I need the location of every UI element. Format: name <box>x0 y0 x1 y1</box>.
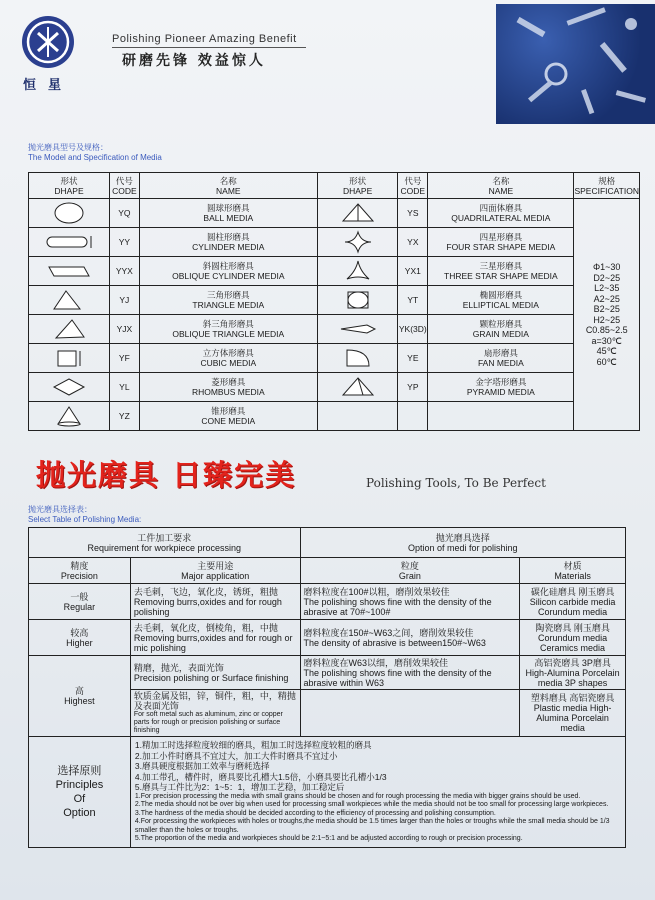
code-cell: YZ <box>109 402 139 431</box>
application-cell: 去毛刺，飞边，氧化皮，锈斑，粗抛 Removing burrs,oxides and for rough polishing <box>130 584 300 620</box>
grain-shape-icon <box>317 315 397 344</box>
table-subheader-row <box>29 558 626 584</box>
name-cell: 椭圆形磨具 ELLIPTICAL MEDIA <box>428 286 574 315</box>
header-name-2: 名称 NAME <box>428 173 574 199</box>
three-star-shape-icon <box>317 257 397 286</box>
materials-header: 材质 Materials <box>520 558 626 584</box>
oblique-cylinder-shape-icon <box>29 257 110 286</box>
code-cell: YJX <box>109 315 139 344</box>
application-header: 主要用途 Major application <box>130 558 300 584</box>
name-cell: 扇形磨具 FAN MEDIA <box>428 344 574 373</box>
table-header-row <box>29 528 626 558</box>
empty-cell <box>300 690 520 737</box>
name-cell: 立方体形磨具 CUBIC MEDIA <box>139 344 317 373</box>
cubic-shape-icon <box>29 344 110 373</box>
table-row <box>29 737 626 848</box>
code-cell: YT <box>398 286 428 315</box>
model-title-en: The Model and Specification of Media <box>28 153 162 162</box>
header-shape: 形状 DHAPE <box>29 173 110 199</box>
table-row <box>29 286 640 315</box>
banner-title-cn: 抛光磨具 日臻完美 <box>36 458 297 492</box>
grain-header: 粒度 Grain <box>300 558 520 584</box>
table-row <box>29 257 640 286</box>
application-cell: 去毛刺，氧化皮，倒棱角，粗，中抛 Removing burrs,oxides and for rough or mic polishing <box>130 620 300 656</box>
name-cell: 四面体磨具 QUADRILATERAL MEDIA <box>428 199 574 228</box>
empty-cell <box>317 402 397 431</box>
table-row <box>29 228 640 257</box>
rhombus-shape-icon <box>29 373 110 402</box>
precision-cell: 较高 Higher <box>29 620 131 656</box>
code-cell: YE <box>398 344 428 373</box>
spec-cell: Φ1~30 D2~25 L2~35 A2~25 B2~25 H2~25 C0.85~2.5 a=30℃ 45℃ 60℃ <box>574 199 640 431</box>
pyramid-shape-icon <box>317 373 397 402</box>
application-cell: 精磨，抛光，表面光饰 Precision polishing or Surface finishing <box>130 656 300 690</box>
table-header-row <box>29 173 640 199</box>
materials-cell: 高铝瓷磨具 3P磨具 High-Alumina Porcelain media 3P shapes <box>520 656 626 690</box>
code-cell: YX <box>398 228 428 257</box>
header-shape-2: 形状 DHAPE <box>317 173 397 199</box>
triangle-shape-icon <box>29 286 110 315</box>
name-cell: 斜圆柱形磨具 OBLIQUE CYLINDER MEDIA <box>139 257 317 286</box>
table-row <box>29 315 640 344</box>
empty-cell <box>398 402 428 431</box>
code-cell: YX1 <box>398 257 428 286</box>
oblique-triangle-shape-icon <box>29 315 110 344</box>
requirement-header: 工件加工要求 Requirement for workpiece processing <box>29 528 301 558</box>
logo-emblem-icon <box>22 16 74 68</box>
precision-header: 精度 Precision <box>29 558 131 584</box>
four-star-shape-icon <box>317 228 397 257</box>
table-row <box>29 344 640 373</box>
code-cell: YK(3D) <box>398 315 428 344</box>
table-row <box>29 584 626 620</box>
code-cell: YF <box>109 344 139 373</box>
name-cell: 菱形磨具 RHOMBUS MEDIA <box>139 373 317 402</box>
logo-text: 恒星 <box>22 78 73 93</box>
code-cell: YQ <box>109 199 139 228</box>
option-header: 抛光磨具选择 Option of medi for polishing <box>300 528 625 558</box>
name-cell: 圆柱形磨具 CYLINDER MEDIA <box>139 228 317 257</box>
table-row <box>29 373 640 402</box>
quadrilateral-shape-icon <box>317 199 397 228</box>
slogan-chinese: 研磨先锋 效益惊人 <box>122 53 266 69</box>
grain-cell: 磨料粒度在W63以细，磨削效果较佳 The polishing shows fine with the density of the abrasive within W63 <box>300 656 520 690</box>
name-cell: 锥形磨具 CONE MEDIA <box>139 402 317 431</box>
cone-shape-icon <box>29 402 110 431</box>
elliptical-shape-icon <box>317 286 397 315</box>
precision-cell: 一般 Regular <box>29 584 131 620</box>
code-cell: YYX <box>109 257 139 286</box>
select-section-title <box>28 505 141 525</box>
name-cell: 四星形磨具 FOUR STAR SHAPE MEDIA <box>428 228 574 257</box>
materials-cell: 碳化硅磨具 刚玉磨具 Silicon carbide media Corundum media <box>520 584 626 620</box>
fan-shape-icon <box>317 344 397 373</box>
table-row <box>29 402 640 431</box>
header-code: 代号 CODE <box>109 173 139 199</box>
model-title-cn: 抛光磨具型号及规格： <box>28 143 108 152</box>
code-cell: YY <box>109 228 139 257</box>
application-cell: 软质金属及铝，锌，铜件，粗，中，精抛及表面光饰 For soft metal such as aluminum, zinc or copper parts for rough or precision polishing or surface finishing <box>130 690 300 737</box>
name-cell: 圆球形磨具 BALL MEDIA <box>139 199 317 228</box>
name-cell: 颗粒形磨具 GRAIN MEDIA <box>428 315 574 344</box>
ball-shape-icon <box>29 199 110 228</box>
header-code-2: 代号 CODE <box>398 173 428 199</box>
slogan-divider <box>112 47 306 48</box>
select-title-en: Select Table of Polishing Media: <box>28 515 142 524</box>
product-photo <box>496 4 655 124</box>
slogan-english: Polishing Pioneer Amazing Benefit <box>112 33 297 45</box>
name-cell: 三星形磨具 THREE STAR SHAPE MEDIA <box>428 257 574 286</box>
grain-cell: 磨料粒度在150#~W63之间，磨削效果较佳 The density of abrasive is between150#~W63 <box>300 620 520 656</box>
code-cell: YP <box>398 373 428 402</box>
select-table <box>28 527 626 848</box>
table-row <box>29 620 626 656</box>
cylinder-shape-icon <box>29 228 110 257</box>
principles-cell: 选择原则 Principles Of Option <box>29 737 131 848</box>
header-spec: 规格 SPECIFICATION <box>574 173 640 199</box>
header-name: 名称 NAME <box>139 173 317 199</box>
code-cell: YJ <box>109 286 139 315</box>
grain-cell: 磨料粒度在100#以粗，磨削效果较佳 The polishing shows fine with the density of the abrasive at 70#~100# <box>300 584 520 620</box>
table-row <box>29 656 626 690</box>
table-row <box>29 199 640 228</box>
name-cell: 金字塔形磨具 PYRAMID MEDIA <box>428 373 574 402</box>
empty-cell <box>428 402 574 431</box>
materials-cell: 陶瓷磨具 刚玉磨具 Corundum media Ceramics media <box>520 620 626 656</box>
name-cell: 斜三角形磨具 OBLIQUE TRIANGLE MEDIA <box>139 315 317 344</box>
company-logo <box>18 16 78 93</box>
banner-title-en: Polishing Tools, To Be Perfect <box>366 476 546 490</box>
precision-cell: 高 Highest <box>29 656 131 737</box>
code-cell: YS <box>398 199 428 228</box>
select-title-cn: 抛光磨具选择表： <box>28 505 92 514</box>
code-cell: YL <box>109 373 139 402</box>
materials-cell: 塑料磨具 高铝瓷磨具 Plastic media High-Alumina Porcelain media <box>520 690 626 737</box>
rules-cell: 1.精加工时选择粒度较细的磨具，粗加工时选择粒度较粗的磨具 2.加工小件时磨具不宜过大，加工大件时磨具不宜过小 3.磨具硬度根据加工效率与磨耗选择 4.加工带孔，槽件时，磨具要比孔槽大1.5倍，小磨具要比孔槽小1/3 5.磨具与工件比为2：1~5：1，增加工艺稳，加工稳定后 1.For precision processing the media with small grains should be chosen and for rough processing the media with bigger grains should be used. 2.The media should not be over big when used for processing small workpieces while the media should not be too small for processing large workpieces. 3.The hardness of the media should be decided according to the efficiency of processing and polishing consumption. 4.For processing the workpieces with holes or troughs,the media should be 1.5 times larger than the holes or troughs while the small media should be 1/3 smaller than the holes or troughs. 5.The proportion of the media and workpieces should be 2:1~5:1 and be adjusted according to rough or precision processing. <box>130 737 625 848</box>
model-section-title <box>28 143 162 163</box>
name-cell: 三角形磨具 TRIANGLE MEDIA <box>139 286 317 315</box>
model-spec-table <box>28 172 640 431</box>
